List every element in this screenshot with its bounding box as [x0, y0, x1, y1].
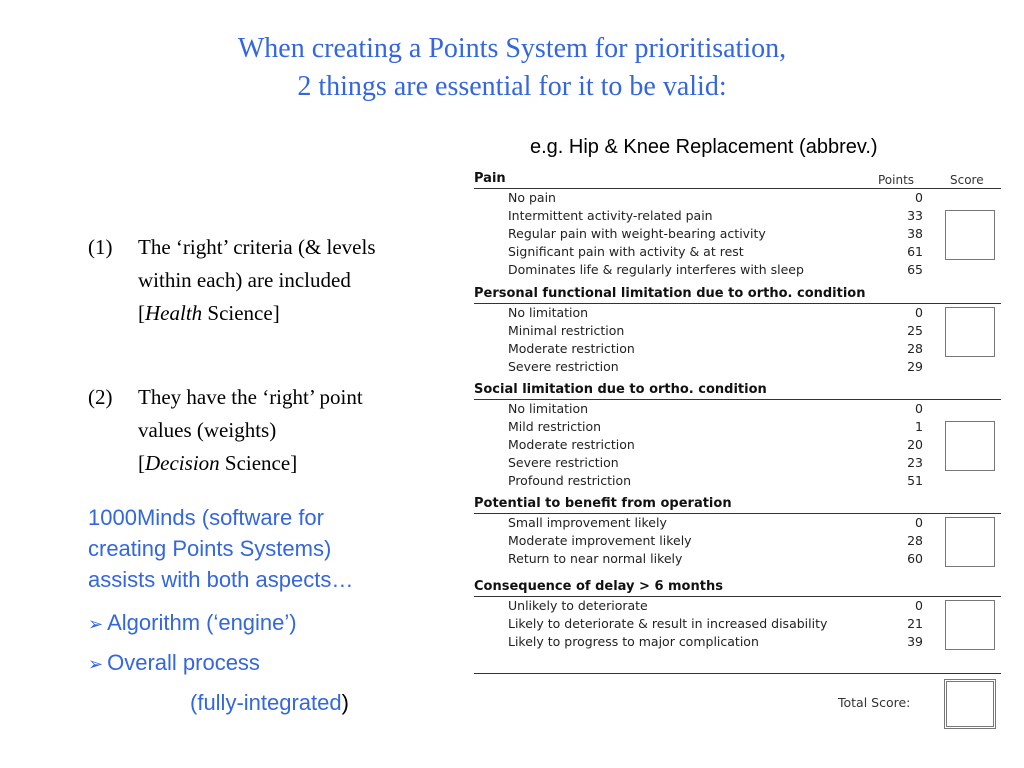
level-points: 0 — [915, 598, 923, 613]
level-points: 39 — [907, 634, 923, 649]
continuation-text: (fully-integrated — [190, 690, 342, 715]
level-points: 28 — [907, 341, 923, 356]
level-label: Moderate improvement likely — [508, 533, 692, 548]
slide-title — [0, 30, 1024, 106]
criterion-level-row — [474, 304, 1001, 322]
criterion-level-row — [474, 225, 1001, 243]
level-label: Dominates life & regularly interferes with sleep — [508, 262, 804, 277]
criterion-level-row — [474, 261, 1001, 279]
bracket: [ — [138, 301, 145, 325]
level-label: No limitation — [508, 305, 589, 320]
science-type: Decision — [145, 451, 220, 475]
level-points: 38 — [907, 226, 923, 241]
level-points: 65 — [907, 262, 923, 277]
bullet-text: Algorithm (‘engine’) — [107, 610, 297, 635]
section-title-text: Personal functional limitation due to ortho. condition — [474, 286, 866, 301]
level-label: Likely to progress to major complication — [508, 634, 759, 649]
criterion-level-row — [474, 597, 1001, 615]
bullet-continuation — [190, 690, 349, 716]
point-line: The ‘right’ criteria (& levels — [138, 235, 376, 259]
criterion-level-row — [474, 633, 1001, 651]
form-section — [474, 170, 1001, 279]
level-points: 0 — [915, 190, 923, 205]
science-rest: Science] — [202, 301, 280, 325]
bullet-process — [88, 650, 260, 676]
criterion-level-row — [474, 532, 1001, 550]
level-label: No limitation — [508, 401, 589, 416]
science-rest: Science] — [219, 451, 298, 475]
score-input-box[interactable] — [945, 600, 995, 650]
level-label: Severe restriction — [508, 455, 619, 470]
criterion-level-row — [474, 550, 1001, 568]
criterion-level-row — [474, 436, 1001, 454]
criterion-level-row — [474, 243, 1001, 261]
total-score-box[interactable] — [944, 679, 996, 729]
section-title-text: Consequence of delay > 6 months — [474, 579, 723, 594]
intro-line: 1000Minds (software for — [88, 505, 324, 530]
level-label: Moderate restriction — [508, 437, 635, 452]
section-title-text: Potential to benefit from operation — [474, 496, 732, 511]
criterion-level-row — [474, 615, 1001, 633]
section-title-text: Pain — [474, 171, 506, 186]
level-label: Significant pain with activity & at rest — [508, 244, 744, 259]
level-label: Return to near normal likely — [508, 551, 683, 566]
point-number: (1) — [88, 235, 113, 259]
arrow-bullet-icon: ➢ — [88, 654, 104, 674]
score-column-header: Score — [950, 173, 984, 187]
bullet-algorithm — [88, 610, 297, 636]
section-title-text: Social limitation due to ortho. condition — [474, 382, 767, 397]
level-label: Regular pain with weight-bearing activity — [508, 226, 766, 241]
continuation-close: ) — [341, 690, 349, 715]
intro-line: creating Points Systems) — [88, 536, 332, 561]
form-section — [474, 381, 1001, 490]
points-column-header: Points — [878, 173, 915, 187]
level-points: 28 — [907, 533, 923, 548]
criterion-level-row — [474, 340, 1001, 358]
section-title — [474, 285, 1001, 304]
bracket: [ — [138, 451, 145, 475]
level-points: 25 — [907, 323, 923, 338]
level-points: 20 — [907, 437, 923, 452]
criterion-level-row — [474, 189, 1001, 207]
level-label: Mild restriction — [508, 419, 602, 434]
title-line-1: When creating a Points System for prioritisation, — [237, 33, 787, 64]
section-title — [474, 578, 1001, 597]
level-points: 1 — [915, 419, 923, 434]
example-caption: e.g. Hip & Knee Replacement (abbrev.) — [530, 136, 878, 158]
section-title — [474, 495, 1001, 514]
level-label: Moderate restriction — [508, 341, 635, 356]
level-points: 0 — [915, 515, 923, 530]
intro-line: assists with both aspects… — [88, 567, 354, 592]
score-input-box[interactable] — [945, 307, 995, 357]
total-divider — [474, 673, 1001, 674]
total-score-label: Total Score: — [838, 695, 911, 710]
level-label: Unlikely to deteriorate — [508, 598, 648, 613]
point-line: values (weights) — [138, 418, 277, 442]
criterion-level-row — [474, 207, 1001, 225]
section-title — [474, 381, 1001, 400]
form-section — [474, 285, 1001, 376]
point-number: (2) — [88, 385, 113, 409]
point-line: within each) are included — [138, 268, 351, 292]
form-section — [474, 495, 1001, 568]
level-label: Intermittent activity-related pain — [508, 208, 713, 223]
bullet-text: Overall process — [107, 650, 260, 675]
criterion-level-row — [474, 400, 1001, 418]
criterion-level-row — [474, 454, 1001, 472]
score-input-box[interactable] — [945, 517, 995, 567]
level-points: 23 — [907, 455, 923, 470]
criterion-level-row — [474, 514, 1001, 532]
arrow-bullet-icon: ➢ — [88, 614, 104, 634]
level-label: Minimal restriction — [508, 323, 625, 338]
title-line-2: 2 things are essential for it to be valid: — [297, 71, 727, 102]
level-points: 0 — [915, 305, 923, 320]
level-points: 21 — [907, 616, 923, 631]
score-input-box[interactable] — [945, 421, 995, 471]
level-points: 29 — [907, 359, 923, 374]
level-points: 33 — [907, 208, 923, 223]
level-label: Small improvement likely — [508, 515, 667, 530]
criterion-level-row — [474, 358, 1001, 376]
level-points: 0 — [915, 401, 923, 416]
level-label: No pain — [508, 190, 556, 205]
criterion-level-row — [474, 472, 1001, 490]
form-section — [474, 578, 1001, 651]
section-title — [474, 170, 1001, 189]
criterion-level-row — [474, 418, 1001, 436]
level-label: Severe restriction — [508, 359, 619, 374]
level-points: 51 — [907, 473, 923, 488]
software-intro — [88, 502, 353, 595]
criterion-level-row — [474, 322, 1001, 340]
score-input-box[interactable] — [945, 210, 995, 260]
level-points: 61 — [907, 244, 923, 259]
level-points: 60 — [907, 551, 923, 566]
level-label: Likely to deteriorate & result in increased disability — [508, 616, 828, 631]
science-type: Health — [145, 301, 203, 325]
level-label: Profound restriction — [508, 473, 632, 488]
point-line: They have the ‘right’ point — [138, 385, 363, 409]
